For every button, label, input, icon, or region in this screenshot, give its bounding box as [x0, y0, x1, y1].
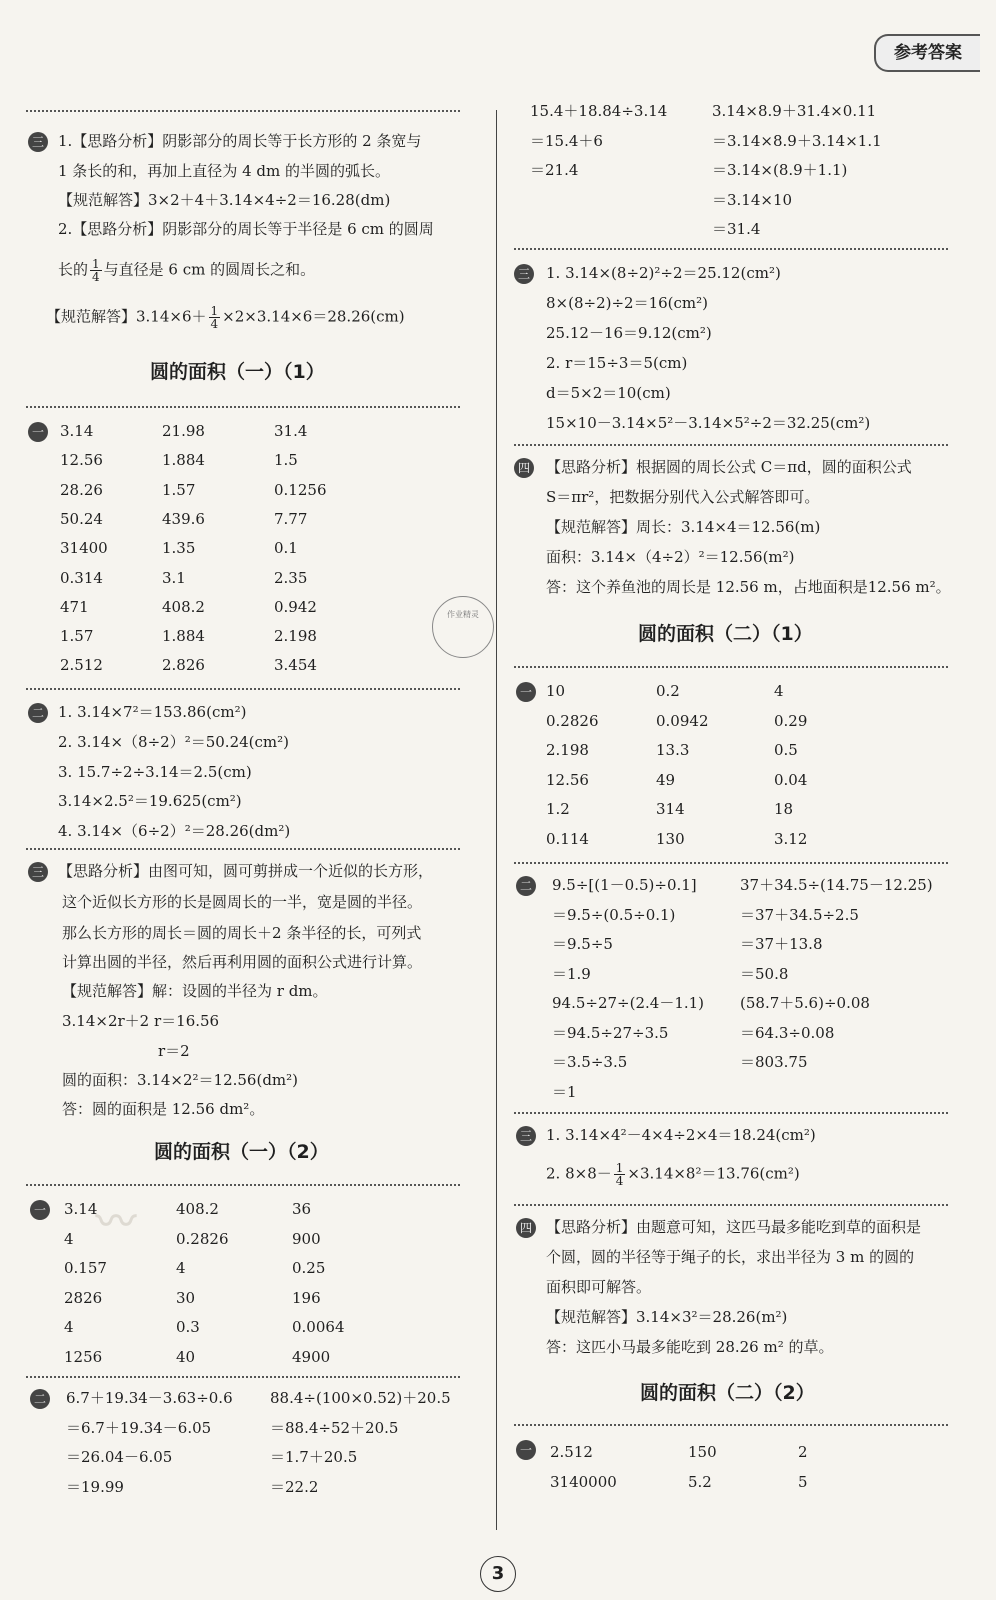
text-line: 面积：3.14×（4÷2）²＝12.56(m²) [546, 548, 795, 566]
grid-cell: 0.0942 [656, 711, 709, 730]
text-line: 3. 15.7÷2÷3.14＝2.5(cm) [58, 763, 252, 781]
text-line: ＝88.4÷52＋20.5 [270, 1418, 399, 1437]
dotted-separator [514, 862, 948, 864]
text-line: 15.4＋18.84÷3.14 [530, 102, 668, 120]
section-title: 圆的面积（一）（2） [154, 1141, 329, 1163]
grid-cell: 40 [176, 1347, 196, 1366]
text-part: 2. 8×8－ [546, 1164, 612, 1183]
text-line: ＝3.14×(8.9＋1.1) [712, 161, 848, 179]
text-line: ＝1.7＋20.5 [270, 1448, 358, 1466]
grid-cell: 196 [292, 1288, 321, 1307]
grid-cell: 21.98 [162, 422, 205, 440]
section-badge-3: 三 [28, 862, 48, 882]
grid-cell: 1.884 [162, 627, 205, 646]
grid-cell: 12.56 [546, 770, 589, 789]
grid-cell: 49 [656, 770, 676, 789]
text-line: 【思路分析】根据圆的周长公式 C＝πd，圆的面积公式 [546, 458, 912, 476]
text-line: (58.7＋5.6)÷0.08 [740, 994, 870, 1012]
text-line: ＝9.5÷(0.5÷0.1) [552, 905, 676, 924]
text-line: 1. 3.14×(8÷2)²÷2＝25.12(cm²) [546, 264, 781, 282]
text-line: 2.【思路分析】阴影部分的周长等于半径是 6 cm 的圆周 [58, 220, 434, 238]
text-line: 9.5÷[(1－0.5)÷0.1] [552, 876, 697, 894]
text-part: 与直径是 6 cm 的圆周长之和。 [103, 260, 316, 279]
dotted-separator [514, 1204, 948, 1206]
text-line: d＝5×2＝10(cm) [546, 384, 671, 402]
dotted-separator [26, 406, 460, 408]
grid-cell: 0.2 [656, 682, 680, 700]
grid-cell: 3.14 [60, 422, 94, 440]
text-line: 37＋34.5÷(14.75－12.25) [740, 876, 933, 894]
grid-cell: 0.1256 [274, 480, 327, 499]
grid-cell: 1.884 [162, 451, 205, 470]
text-line: 那么长方形的周长＝圆的周长＋2 条半径的长，可列式 [62, 924, 422, 942]
dotted-separator [514, 1424, 948, 1426]
text-line: ＝21.4 [530, 161, 579, 179]
text-line: ＝94.5÷27÷3.5 [552, 1023, 669, 1042]
text-line: ＝22.2 [270, 1477, 319, 1496]
dotted-separator [26, 1376, 460, 1378]
fraction-denominator: 4 [210, 317, 219, 331]
fraction [209, 305, 221, 330]
grid-cell: 2 [798, 1443, 808, 1461]
grid-cell: 10 [546, 682, 566, 700]
fraction-numerator: 1 [615, 1161, 624, 1175]
text-line: ＝9.5÷5 [552, 935, 613, 953]
grid-cell: 2.826 [162, 656, 205, 675]
grid-cell: 0.942 [274, 597, 317, 616]
text-line: 计算出圆的半径，然后再利用圆的面积公式进行计算。 [62, 953, 423, 971]
grid-cell: 2.35 [274, 568, 308, 587]
section-badge-4: 四 [516, 1218, 536, 1238]
text-line: 答：圆的面积是 12.56 dm²。 [62, 1100, 265, 1118]
grid-cell: 439.6 [162, 509, 205, 528]
grid-cell: 5 [798, 1473, 808, 1491]
text-line: ＝803.75 [740, 1053, 808, 1071]
text-line: 94.5÷27÷(2.4－1.1) [552, 994, 705, 1012]
text-line: ＝3.14×10 [712, 190, 793, 209]
text-part: ×3.14×8²＝13.76(cm²) [627, 1164, 800, 1183]
text-line: ＝19.99 [66, 1477, 124, 1496]
text-line: 答：这个养鱼池的周长是 12.56 m，占地面积是12.56 m²。 [546, 578, 951, 596]
text-line: 1. 3.14×7²＝153.86(cm²) [58, 703, 247, 721]
text-line: 2. 3.14×（8÷2）²＝50.24(cm²) [58, 733, 289, 751]
text-line: ＝50.8 [740, 964, 789, 983]
dotted-separator [26, 110, 460, 112]
section-badge-1: 一 [516, 682, 536, 702]
text-line: 8×(8÷2)÷2＝16(cm²) [546, 294, 709, 312]
grid-cell: 2.198 [274, 627, 317, 646]
text-part: 【规范解答】3.14×6＋ [46, 307, 207, 326]
dotted-separator [26, 1184, 460, 1186]
answer-key-tag: 参考答案 [874, 34, 980, 72]
text-line: 【思路分析】由图可知，圆可剪拼成一个近似的长方形， [58, 862, 434, 880]
grid-cell: 18 [774, 800, 794, 819]
grid-cell: 130 [656, 830, 685, 848]
grid-cell: 0.0064 [292, 1318, 345, 1336]
text-line: ＝15.4＋6 [530, 131, 603, 150]
grid-cell: 0.2826 [546, 711, 599, 730]
fraction-denominator: 4 [92, 270, 100, 284]
grid-cell: 1.57 [60, 627, 94, 646]
text-line: 【思路分析】由题意可知，这匹马最多能吃到草的面积是 [546, 1218, 922, 1236]
text-line: ＝6.7＋19.34－6.05 [66, 1418, 212, 1437]
section-badge-3: 三 [516, 1126, 536, 1146]
text-line: 6.7＋19.34－3.63÷0.6 [66, 1389, 233, 1407]
grid-cell: 36 [292, 1200, 312, 1218]
text-line: 2. r＝15÷3＝5(cm) [546, 354, 688, 372]
column-divider [496, 110, 497, 1530]
grid-cell: 0.04 [774, 770, 808, 789]
grid-cell: 2826 [64, 1288, 103, 1307]
grid-cell: 3.454 [274, 656, 317, 675]
grid-cell: 0.114 [546, 830, 589, 848]
grid-cell: 30 [176, 1288, 196, 1307]
grid-cell: 7.77 [274, 509, 308, 528]
fraction [90, 258, 102, 283]
fraction [614, 1162, 626, 1187]
fraction-numerator: 1 [210, 304, 219, 318]
text-part: 长的 [58, 260, 89, 279]
section-badge-4: 四 [514, 458, 534, 478]
grid-cell: 1.57 [162, 480, 196, 499]
grid-cell: 4 [64, 1229, 74, 1248]
text-line: 25.12－16＝9.12(cm²) [546, 324, 712, 342]
text-line: 个圆，圆的半径等于绳子的长，求出半径为 3 m 的圆的 [546, 1248, 915, 1266]
fraction-denominator: 4 [615, 1174, 624, 1188]
grid-cell: 0.25 [292, 1259, 326, 1277]
text-line [546, 1162, 800, 1187]
grid-cell: 408.2 [162, 597, 205, 616]
text-line: 【规范解答】3.14×3²＝28.26(m²) [546, 1308, 788, 1326]
grid-cell: 900 [292, 1229, 321, 1248]
text-line: 圆的面积：3.14×2²＝12.56(dm²) [62, 1071, 299, 1089]
text-line: 【规范解答】3×2＋4＋3.14×4÷2＝16.28(dm) [58, 191, 391, 209]
grid-cell: 0.157 [64, 1259, 107, 1277]
grid-cell: 28.26 [60, 480, 103, 499]
dotted-separator [514, 444, 948, 446]
grid-cell: 50.24 [60, 509, 103, 528]
grid-cell: 13.3 [656, 741, 690, 760]
stamp [432, 596, 494, 658]
section-badge-1: 一 [28, 422, 48, 442]
text-line: 答：这匹小马最多能吃到 28.26 m² 的草。 [546, 1338, 834, 1356]
text-line: 3.14×2r＋2 r＝16.56 [62, 1012, 220, 1030]
grid-cell: 5.2 [688, 1473, 712, 1491]
section-badge-3: 三 [514, 264, 534, 284]
text-line: ＝31.4 [712, 220, 761, 238]
grid-cell: 0.314 [60, 568, 103, 587]
text-line: 【规范解答】周长：3.14×4＝12.56(m) [546, 518, 821, 536]
grid-cell: 4900 [292, 1347, 331, 1366]
text-line: 【规范解答】解：设圆的半径为 r dm。 [62, 982, 328, 1000]
dotted-separator [26, 688, 460, 690]
dotted-separator [514, 666, 948, 668]
grid-cell: 1.2 [546, 800, 570, 819]
dotted-separator [26, 848, 460, 850]
grid-cell: 0.1 [274, 539, 298, 558]
grid-cell: 4 [64, 1318, 74, 1336]
text-line: S＝πr²，把数据分别代入公式解答即可。 [546, 488, 820, 506]
grid-cell: 12.56 [60, 451, 103, 470]
text-line: ＝64.3÷0.08 [740, 1023, 835, 1042]
text-line: 1 条长的和，再加上直径为 4 dm 的半圆的弧长。 [58, 162, 390, 180]
grid-cell: 3140000 [550, 1473, 617, 1491]
text-line: ＝37＋13.8 [740, 935, 823, 953]
section-badge-1: 一 [516, 1440, 536, 1460]
grid-cell: 408.2 [176, 1200, 219, 1218]
text-part: ×2×3.14×6＝28.26(cm) [222, 307, 405, 326]
watermark: 〰 [96, 1199, 136, 1245]
grid-cell: 471 [60, 597, 89, 616]
text-line: 1.【思路分析】阴影部分的周长等于长方形的 2 条宽与 [58, 132, 422, 150]
grid-cell: 150 [688, 1443, 717, 1461]
section-title: 圆的面积（一）（1） [150, 361, 325, 383]
grid-cell: 4 [774, 682, 784, 700]
section-badge-2: 二 [30, 1389, 50, 1409]
section-title: 圆的面积（二）（2） [640, 1382, 815, 1404]
grid-cell: 0.3 [176, 1318, 200, 1336]
grid-cell: 0.5 [774, 741, 798, 760]
text-line: ＝26.04－6.05 [66, 1448, 173, 1466]
grid-cell: 3.1 [162, 568, 186, 587]
dotted-separator [514, 248, 948, 250]
text-line: 3.14×2.5²＝19.625(cm²) [58, 792, 242, 810]
text-line: 15×10－3.14×5²－3.14×5²÷2＝32.25(cm²) [546, 414, 871, 432]
grid-cell: 1256 [64, 1347, 103, 1366]
text-line [58, 258, 315, 283]
grid-cell: 1.5 [274, 451, 298, 470]
stamp-text: 作业精灵 [447, 610, 479, 619]
text-line [46, 305, 405, 330]
text-line: ＝1 [552, 1082, 577, 1101]
grid-cell: 31400 [60, 539, 108, 558]
grid-cell: 2.512 [550, 1443, 593, 1461]
grid-cell: 314 [656, 800, 685, 819]
text-line: ＝3.14×8.9＋3.14×1.1 [712, 131, 882, 150]
page-number: 3 [480, 1556, 516, 1592]
text-line: ＝1.9 [552, 964, 591, 983]
text-line: 88.4÷(100×0.52)＋20.5 [270, 1389, 451, 1407]
grid-cell: 1.35 [162, 539, 196, 558]
text-line: 3.14×8.9＋31.4×0.11 [712, 102, 877, 120]
grid-cell: 0.2826 [176, 1229, 229, 1248]
grid-cell: 2.512 [60, 656, 103, 675]
text-line: r＝2 [158, 1042, 190, 1060]
grid-cell: 2.198 [546, 741, 589, 760]
text-line: 这个近似长方形的长是圆周长的一半，宽是圆的半径。 [62, 893, 423, 911]
section-badge-2: 二 [28, 703, 48, 723]
section-badge-2: 二 [516, 876, 536, 896]
text-line: 4. 3.14×（6÷2）²＝28.26(dm²) [58, 822, 291, 840]
grid-cell: 0.29 [774, 711, 808, 730]
text-line: ＝37＋34.5÷2.5 [740, 905, 859, 924]
text-line: 1. 3.14×4²－4×4÷2×4＝18.24(cm²) [546, 1126, 816, 1144]
grid-cell: 4 [176, 1259, 186, 1277]
text-line: 面积即可解答。 [546, 1278, 652, 1296]
grid-cell: 3.14 [64, 1200, 98, 1218]
grid-cell: 31.4 [274, 422, 308, 440]
text-line: ＝3.5÷3.5 [552, 1053, 628, 1071]
dotted-separator [514, 1112, 948, 1114]
section-badge-1: 一 [30, 1200, 50, 1220]
section-title: 圆的面积（二）（1） [638, 623, 813, 645]
grid-cell: 3.12 [774, 830, 808, 848]
section-badge-3: 三 [28, 132, 48, 152]
fraction-numerator: 1 [92, 257, 100, 271]
